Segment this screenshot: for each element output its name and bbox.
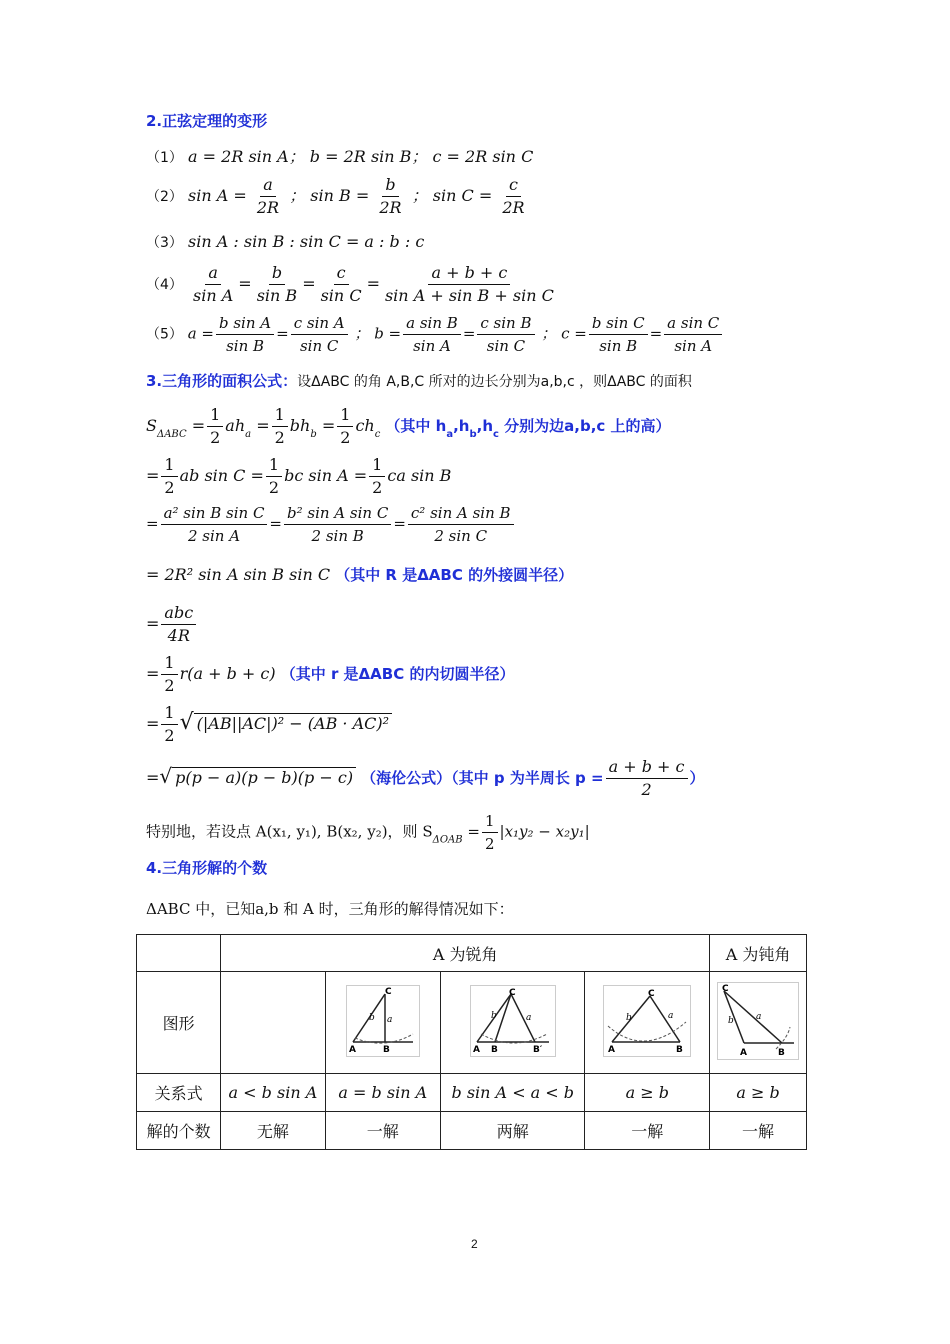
equals: = — [353, 466, 368, 485]
area-line-6 — [146, 652, 514, 697]
table-row-counts — [137, 1112, 807, 1150]
formula-line-2 — [146, 174, 530, 219]
denominator: 4R — [167, 626, 190, 645]
area-line-7 — [146, 702, 392, 747]
equals: = — [146, 714, 160, 733]
denominator: 2R — [502, 198, 525, 217]
item-number: （5） — [146, 326, 183, 343]
count-cell: 一解 — [325, 1112, 441, 1150]
term: |x₁y₂ − x₂y₁| — [499, 822, 590, 841]
numerator: 1 — [207, 404, 223, 427]
header-obtuse: A 为钝角 — [710, 935, 807, 972]
denominator: 2 — [164, 478, 175, 497]
numerator: 1 — [161, 652, 177, 675]
svg-text:A: A — [472, 1044, 480, 1055]
numerator: 1 — [266, 454, 282, 477]
fraction — [376, 174, 404, 219]
formula-part: ； sin B = — [289, 186, 370, 205]
fraction — [408, 502, 514, 547]
count-cell: 一解 — [710, 1112, 807, 1150]
figure-cell — [325, 972, 441, 1074]
numerator: a + b + c — [606, 756, 688, 779]
sqrt-content: (|AB||AC|)² − (AB · AC)² — [194, 713, 392, 733]
numerator: a — [205, 262, 221, 285]
area-line-2 — [146, 454, 451, 499]
svg-text:a: a — [386, 1014, 393, 1025]
fraction-half — [337, 404, 353, 449]
area-line-5 — [146, 602, 198, 647]
sqrt-sign: √ — [179, 710, 194, 735]
subscript: b — [310, 429, 317, 440]
fraction-half — [161, 652, 177, 697]
denominator: 2 — [641, 780, 652, 799]
fraction — [190, 262, 236, 307]
fraction-half — [161, 702, 177, 747]
table-row-figures — [137, 972, 807, 1074]
triangle-figure-one-solution-tangent — [346, 985, 420, 1057]
denominator: sin B — [256, 286, 298, 305]
fraction — [318, 262, 365, 307]
fraction — [254, 262, 300, 307]
denominator: sin A — [674, 337, 713, 355]
formula-part: a = — [187, 324, 214, 343]
denominator: sin A — [413, 337, 451, 355]
fraction-half — [207, 404, 223, 449]
figure-cell-empty — [221, 972, 325, 1074]
fraction-half — [272, 404, 288, 449]
numerator: b sin C — [589, 312, 648, 335]
equals: = — [146, 664, 160, 683]
svg-text:B′: B′ — [532, 1044, 543, 1055]
numerator: c sin B — [477, 312, 534, 335]
fraction-half — [482, 810, 498, 855]
row-label-relation: 关系式 — [137, 1074, 221, 1112]
note-heron: （海伦公式）（其中 p 为半周长 p = — [361, 769, 604, 787]
svg-text:a: a — [525, 1012, 532, 1023]
area-line-4 — [146, 564, 573, 585]
numerator: 1 — [369, 454, 385, 477]
solutions-table — [136, 934, 807, 1150]
denominator: sin C — [320, 286, 362, 305]
denominator: 2R — [379, 198, 402, 217]
fraction — [589, 312, 648, 357]
item-number: （2） — [146, 189, 183, 205]
fraction — [606, 756, 688, 801]
term: ch — [355, 416, 375, 435]
equals: = — [269, 514, 282, 533]
denominator: sin B — [599, 337, 638, 355]
denominator: 2 — [340, 428, 351, 447]
fraction — [291, 312, 348, 357]
area-special-case — [146, 810, 590, 855]
equals: = — [146, 614, 160, 633]
svg-text:C: C — [648, 988, 655, 999]
row-label-figure: 图形 — [137, 972, 221, 1074]
note-inradius: （其中 r 是ΔABC 的内切圆半径） — [280, 665, 515, 683]
denominator: 2 — [164, 676, 175, 695]
relation-cell: b sin A < a < b — [441, 1074, 585, 1112]
numerator: 1 — [272, 404, 288, 427]
formula-part: ； sin C = — [411, 186, 493, 205]
fraction — [403, 312, 461, 357]
denominator: 2 — [372, 478, 383, 497]
numerator: 1 — [337, 404, 353, 427]
svg-text:b: b — [368, 1012, 375, 1023]
svg-text:a: a — [668, 1010, 674, 1021]
numerator: a sin B — [403, 312, 461, 335]
table-header-row — [137, 935, 807, 972]
page-number: 2 — [471, 1237, 478, 1251]
numerator: 1 — [161, 702, 177, 725]
fraction — [254, 174, 282, 219]
section-title-solutions: 4.三角形解的个数 — [146, 859, 268, 877]
fraction — [499, 174, 527, 219]
header-acute: A 为锐角 — [221, 935, 710, 972]
fraction — [382, 262, 557, 307]
svg-text:C: C — [384, 986, 392, 997]
fraction-half — [266, 454, 282, 499]
section-title-sine-variants: 2.正弦定理的变形 — [146, 112, 268, 130]
numerator: a — [260, 174, 276, 197]
formula-text: a = 2R sin A； b = 2R sin B； c = 2R sin C — [188, 147, 534, 166]
svg-text:b: b — [728, 1015, 734, 1026]
svg-text:B: B — [382, 1044, 390, 1055]
figure-cell — [710, 972, 807, 1074]
fraction — [477, 312, 534, 357]
relation-cell: a ≥ b — [585, 1074, 710, 1112]
triangle-figure-obtuse — [717, 982, 799, 1060]
numerator: a + b + c — [428, 262, 510, 285]
denominator: 2 sin C — [434, 527, 488, 545]
svg-text:a: a — [756, 1011, 762, 1022]
equals: = — [256, 416, 270, 435]
denominator: sin A + sin B + sin C — [384, 286, 554, 305]
equals: = — [146, 466, 160, 485]
term: ab sin C — [179, 466, 246, 485]
relation-cell: a ≥ b — [710, 1074, 807, 1112]
equals: = — [467, 822, 480, 841]
sqrt-content: p(p − a)(p − b)(p − c) — [172, 767, 356, 787]
denominator: sin A — [193, 286, 234, 305]
formula-part: sin A = — [188, 186, 247, 205]
equals: = — [191, 416, 206, 435]
numerator: b — [382, 174, 398, 197]
svg-text:b: b — [626, 1012, 633, 1023]
numerator: c — [506, 174, 521, 197]
numerator: abc — [161, 602, 196, 625]
svg-text:A: A — [348, 1044, 356, 1055]
svg-text:A: A — [608, 1044, 616, 1055]
area-line-1 — [146, 404, 671, 449]
denominator: 2 — [210, 428, 221, 447]
area-line-8 — [146, 756, 705, 801]
section-area-intro — [146, 370, 692, 391]
equals: = — [146, 768, 160, 787]
numerator: a sin C — [664, 312, 722, 335]
subscript: ΔOAB — [432, 834, 463, 846]
section-title-area: 3.三角形的面积公式： — [146, 372, 298, 390]
equals: = — [321, 416, 336, 435]
numerator: 1 — [482, 810, 498, 833]
formula-text: sin A : sin B : sin C = a : b : c — [188, 232, 425, 251]
solutions-intro: ΔABC 中，已知a,b 和 A 时，三角形的解得情况如下： — [146, 900, 514, 918]
table-row-relations — [137, 1074, 807, 1112]
subscript: c — [374, 429, 381, 440]
equals: = — [393, 514, 406, 533]
subscript: a — [245, 429, 252, 440]
formula-part: ； c = — [541, 324, 587, 343]
fraction — [161, 602, 196, 647]
row-label-count: 解的个数 — [137, 1112, 221, 1150]
denominator: 2 — [274, 428, 285, 447]
numerator: b² sin A sin C — [284, 502, 391, 525]
formula-part: ； b = — [354, 324, 402, 343]
area-subscript: ΔABC — [156, 429, 187, 440]
note-circumradius: （其中 R 是ΔABC 的外接圆半径） — [335, 566, 574, 584]
item-number: （3） — [146, 235, 183, 251]
table-corner-cell — [137, 935, 221, 972]
svg-text:B: B — [676, 1044, 684, 1055]
item-number: （4） — [146, 277, 183, 293]
svg-text:B: B — [778, 1047, 785, 1058]
note-heights: （其中 $h_a,h_b,h_c$ 分别为边a,b,c 上的高） — [385, 417, 671, 440]
denominator: 2R — [256, 198, 280, 217]
fraction-half — [161, 454, 177, 499]
formula-line-3 — [146, 232, 424, 252]
area-symbol: S — [146, 416, 157, 435]
equals: = — [146, 514, 159, 533]
svg-text:A: A — [740, 1047, 748, 1058]
denominator: 2 sin B — [311, 527, 364, 545]
term: bc sin A — [284, 466, 349, 485]
numerator: 1 — [161, 454, 177, 477]
count-cell: 无解 — [221, 1112, 325, 1150]
relation-cell: a < b sin A — [221, 1074, 325, 1112]
fraction — [216, 312, 274, 357]
item-number: （1） — [146, 150, 183, 166]
fraction-half — [369, 454, 385, 499]
denominator: sin B — [226, 337, 265, 355]
term: ca sin B — [387, 466, 452, 485]
triangle-figure-one-solution-acute — [603, 985, 691, 1057]
fraction — [284, 502, 391, 547]
term: bh — [289, 416, 311, 435]
numerator: b — [269, 262, 285, 285]
numerator: c² sin A sin B — [408, 502, 514, 525]
denominator: 2 sin A — [187, 527, 241, 545]
sqrt-sign: √ — [159, 764, 173, 788]
term: ah — [225, 416, 246, 435]
figure-cell — [441, 972, 585, 1074]
denominator: sin C — [486, 337, 526, 355]
note-heron-end: ） — [689, 769, 705, 787]
denominator: sin C — [299, 337, 339, 355]
figure-cell — [585, 972, 710, 1074]
formula-line-5: （5） a = $\frac{\text{b sin A}}{\text{sin B}}$ = $\frac{\text{c sin A}}{\text{sin C}}$ ； b = $\frac{\text{a sin B}}{\text{sin A}}$ = $\frac{\text{c sin B}}{\text{sin C}}$ ； c = $\frac{\text{b sin C}}{\text{sin B}}$ = $\frac{\text{a sin C}}{\text{sin A}}$ — [146, 312, 724, 357]
numerator: b sin A — [216, 312, 274, 335]
section-intro-text: 设ΔABC 的角 A,B,C 所对的边长分别为a,b,c ，则ΔABC 的面积 — [297, 374, 692, 390]
svg-text:C: C — [722, 983, 729, 994]
numerator: a² sin B sin C — [161, 502, 268, 525]
numerator: c — [334, 262, 349, 285]
denominator: 2 — [164, 726, 175, 745]
formula-line-1 — [146, 144, 533, 167]
special-text: 特别地，若设点 A(x₁, y₁), B(x₂, y₂)，则 S — [146, 822, 433, 841]
term: r(a + b + c) — [179, 664, 276, 683]
count-cell: 两解 — [441, 1112, 585, 1150]
svg-text:C: C — [508, 987, 516, 998]
triangle-figure-two-solutions — [470, 985, 556, 1057]
fraction — [664, 312, 722, 357]
count-cell: 一解 — [585, 1112, 710, 1150]
denominator: 2 — [268, 478, 280, 497]
relation-cell: a = b sin A — [325, 1074, 441, 1112]
formula-line-4: （4） $\frac{a}{\text{sin A}}$ = $\frac{b}{\text{sin B}}$ = $\frac{c}{\text{sin C}}$ = $\frac{a + b + c}{\text{sin A + sin B + sin C}}$ — [146, 262, 559, 307]
svg-text:b: b — [490, 1010, 497, 1021]
formula-text: = 2R² sin A sin B sin C — [146, 565, 331, 584]
denominator: 2 — [484, 835, 495, 853]
fraction — [161, 502, 268, 547]
svg-text:B: B — [490, 1044, 498, 1055]
area-line-3 — [146, 502, 516, 547]
equals: = — [250, 466, 264, 485]
numerator: c sin A — [291, 312, 348, 335]
